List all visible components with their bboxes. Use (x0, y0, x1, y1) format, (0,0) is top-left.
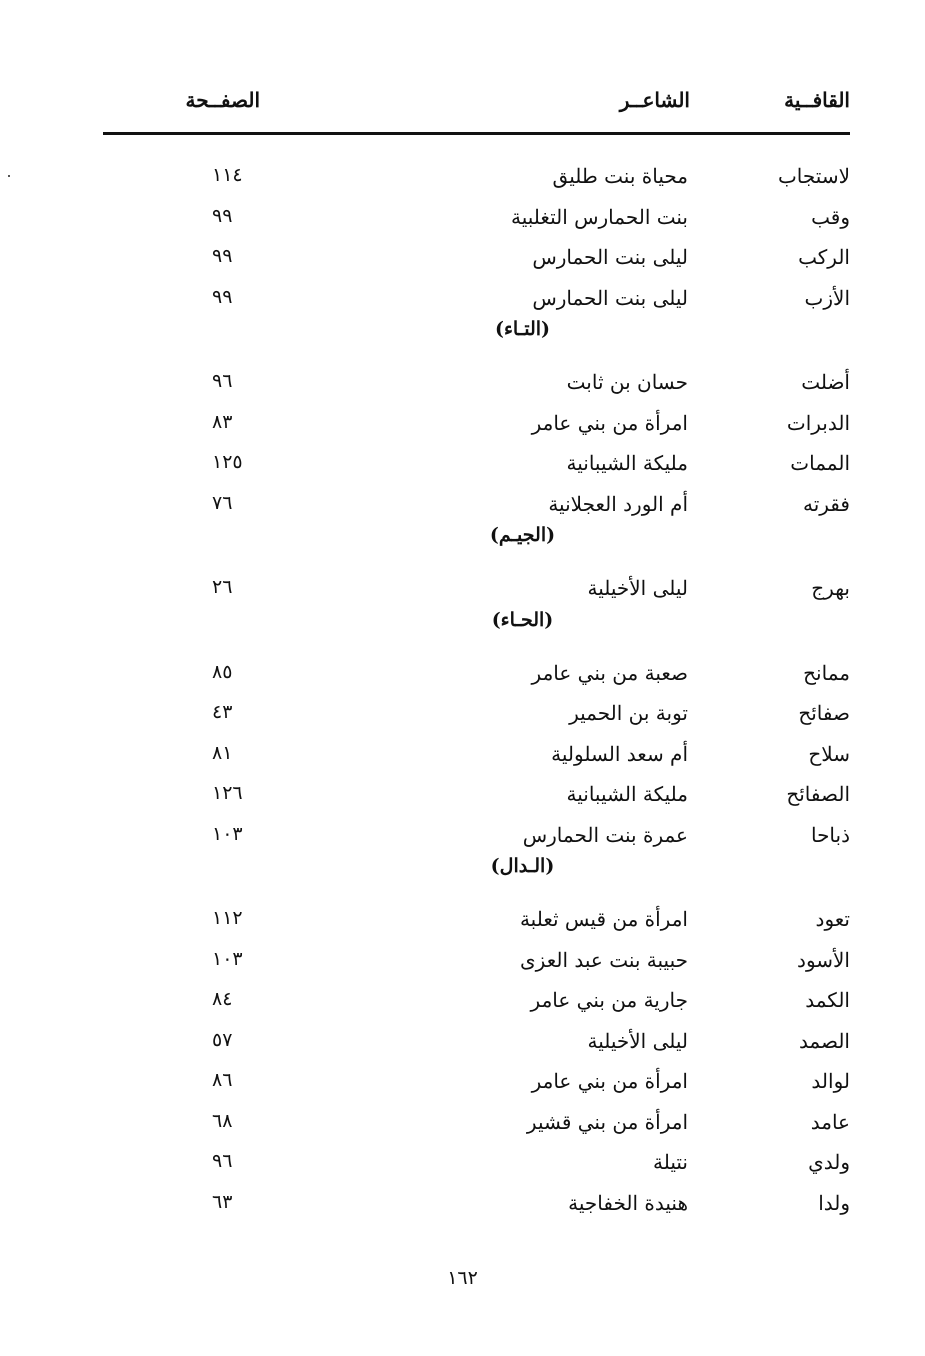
qafiya-cell: الركب (798, 245, 850, 269)
table-row (100, 572, 850, 608)
qafiya-cell: أضلت (801, 370, 850, 394)
table-row (100, 738, 850, 774)
qafiya-cell: عامد (810, 1109, 850, 1134)
poet-cell: امرأة من بني عامر (531, 1069, 688, 1093)
page-cell: ١٠٣ (212, 947, 243, 970)
table-row (100, 160, 850, 196)
qafiya-cell: لاستجاب (777, 164, 850, 188)
qafiya-cell: بهرج (811, 576, 850, 600)
poet-cell: مليكة الشيبانية (566, 782, 688, 806)
section-heading (100, 609, 850, 641)
qafiya-cell: الأزب (804, 285, 850, 310)
page-cell: ٨٤ (212, 988, 233, 1010)
poet-cell: مليكة الشيبانية (566, 451, 688, 475)
poet-cell: عمرة بنت الحمارس (522, 822, 688, 847)
page-cell: ٩٩ (212, 245, 233, 267)
section-heading-label: (الجيـم) (489, 524, 556, 546)
table-row (100, 903, 850, 939)
qafiya-cell: ولدي (808, 1150, 850, 1174)
qafiya-cell: ممانح (803, 660, 850, 685)
page-cell: ٩٩ (212, 204, 233, 227)
page-cell: ١٢٥ (212, 451, 243, 473)
poet-cell: امرأة من بني قشير (526, 1109, 688, 1134)
table-row (100, 241, 850, 277)
header-rule (103, 132, 850, 135)
poet-cell: أم سعد السلولية (551, 741, 688, 766)
page-cell: ٦٣ (212, 1190, 233, 1213)
table-row (100, 697, 850, 733)
section-heading (100, 318, 850, 350)
section-heading-label: (الحـاء) (491, 608, 554, 631)
qafiya-cell: وقب (811, 204, 850, 229)
qafiya-cell: الدبرات (786, 410, 850, 435)
page-cell: ١٢٦ (212, 782, 243, 804)
page-cell: ٨٦ (212, 1069, 233, 1091)
table-row (100, 282, 850, 318)
section-heading-label: (التـاء) (494, 318, 551, 340)
qafiya-cell: صفائح (798, 701, 850, 725)
page-cell: ٩٦ (212, 1150, 233, 1172)
table-row (100, 1025, 850, 1061)
poet-cell: ليلى بنت الحمارس (532, 285, 688, 310)
qafiya-cell: فقرته (802, 491, 850, 516)
poet-cell: صعبة من بني عامر (531, 660, 688, 685)
qafiya-cell: الأسود (797, 947, 850, 972)
poet-cell: ليلى الأخيلية (587, 576, 688, 600)
table-row (100, 1065, 850, 1101)
poet-cell: حبيبة بنت عبد العزى (520, 947, 688, 972)
page-cell: ١١٤ (212, 164, 243, 186)
poet-cell: حسان بن ثابت (566, 370, 688, 394)
poet-cell: ليلى الأخيلية (587, 1028, 688, 1053)
poet-cell: نتيلة (653, 1150, 688, 1174)
table-row (100, 201, 850, 237)
poet-cell: امرأة من قيس ثعلبة (519, 907, 688, 931)
table-row (100, 819, 850, 855)
table-row (100, 944, 850, 980)
poet-cell: توبة بن الحمير (569, 701, 688, 725)
poet-cell: امرأة من بني عامر (531, 410, 688, 435)
poet-cell: ليلى بنت الحمارس (532, 245, 688, 269)
page-cell: ٦٨ (212, 1109, 233, 1132)
page-cell: ٧٦ (212, 491, 233, 514)
header-qafiya: القافــية (784, 88, 850, 112)
table-row (100, 447, 850, 483)
table-row (100, 1146, 850, 1182)
page-cell: ١٠٣ (212, 822, 243, 845)
qafiya-cell: الصمد (798, 1028, 850, 1053)
section-heading (100, 524, 850, 556)
header-page: الصفــحة (185, 88, 260, 112)
page-number: ١٦٢ (447, 1267, 478, 1289)
table-header (100, 88, 850, 120)
page-cell: ٨٣ (212, 410, 233, 433)
table-row (100, 366, 850, 402)
table-row (100, 657, 850, 693)
qafiya-cell: تعود (815, 907, 850, 931)
page-cell: ٢٦ (212, 576, 233, 598)
page-cell: ٩٦ (212, 370, 233, 392)
qafiya-cell: الكمد (805, 988, 850, 1012)
table-row (100, 488, 850, 524)
table-row (100, 778, 850, 814)
qafiya-cell: ولدا (818, 1190, 850, 1215)
poet-cell: جارية من بني عامر (530, 988, 688, 1012)
page-cell: ٩٩ (212, 285, 233, 308)
qafiya-cell: لوالد (811, 1069, 850, 1093)
poet-cell: أم الورد العجلانية (548, 491, 688, 516)
page-cell: ٥٧ (212, 1028, 233, 1051)
table-row (100, 1106, 850, 1142)
poet-cell: هنيدة الخفاجية (568, 1190, 688, 1215)
section-heading-label: (الـدال) (490, 855, 555, 877)
table-row (100, 1187, 850, 1223)
header-poet: الشاعــر (619, 88, 690, 112)
page-cell: ٨١ (212, 741, 233, 764)
page-cell: ٤٣ (212, 701, 233, 723)
table-row (100, 984, 850, 1020)
qafiya-cell: الممات (790, 451, 850, 475)
page-cell: ١١٢ (212, 907, 243, 929)
qafiya-cell: ذباحا (810, 822, 850, 847)
poet-cell: محياة بنت طليق (552, 164, 688, 188)
qafiya-cell: الصفائح (786, 782, 850, 806)
table-row (100, 407, 850, 443)
qafiya-cell: سلاح (808, 741, 850, 766)
section-heading (100, 855, 850, 887)
scan-speck (8, 175, 10, 177)
page-cell: ٨٥ (212, 660, 233, 683)
poet-cell: بنت الحمارس التغلبية (511, 204, 688, 229)
